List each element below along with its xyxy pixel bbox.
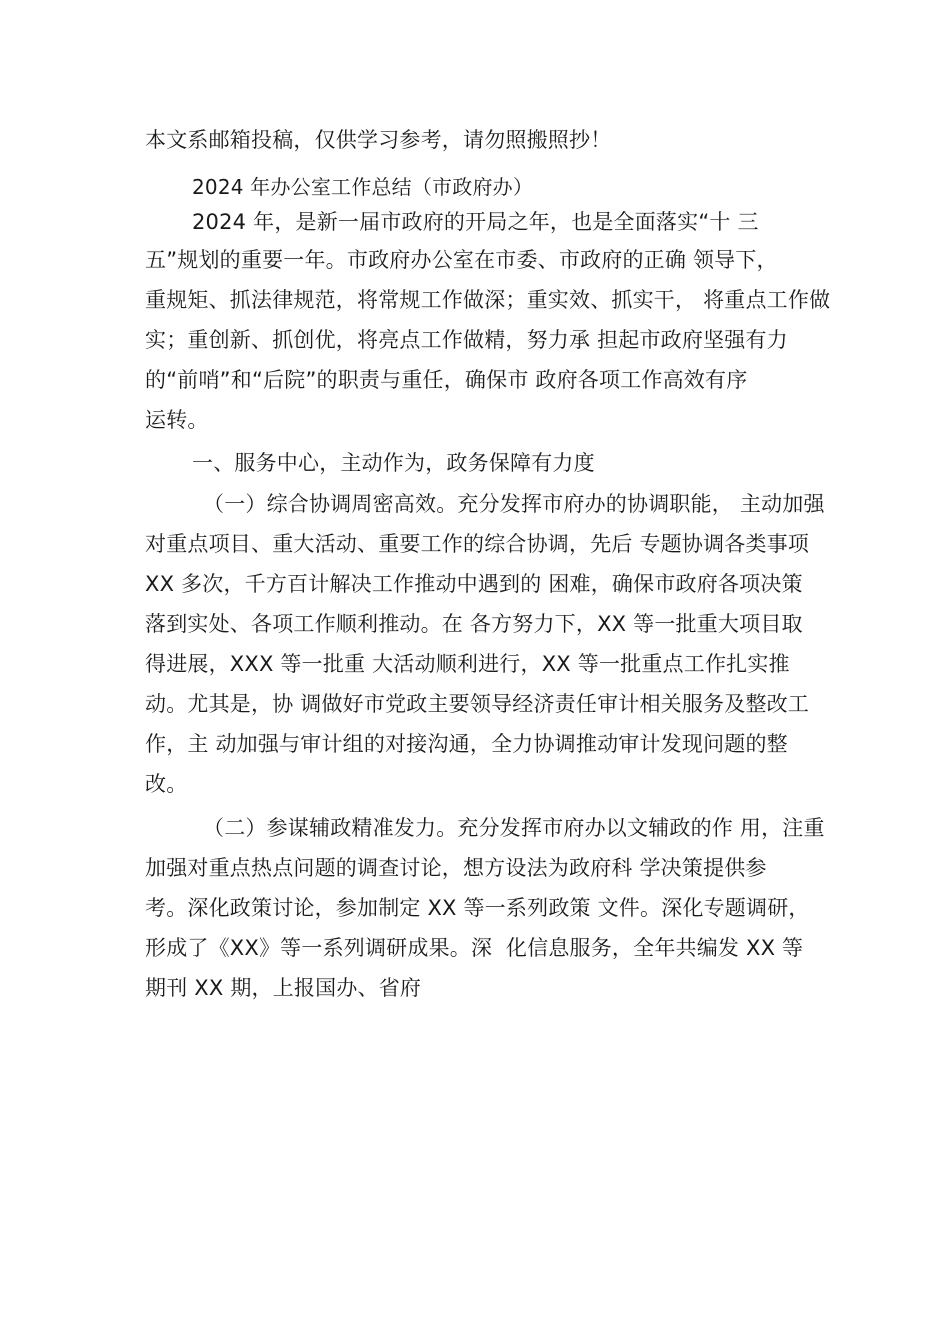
paragraph-line: 得进展，XXX 等一批重 大活动顺利进行，XX 等一批重点工作扎实推	[145, 652, 790, 676]
paragraph-line: 考。深化政策讨论，参加制定 XX 等一系列政策 文件。深化专题调研，	[145, 896, 810, 920]
intro-line: 的“前哨”和“后院”的职责与重任，确保市 政府各项工作高效有序	[145, 368, 748, 392]
intro-line: 实；重创新、抓创优，将亮点工作做精，努力承 担起市政府坚强有力	[145, 328, 788, 352]
paragraph-line: （一）综合协调周密高效。充分发挥市府办的协调职能， 主动加强	[203, 492, 825, 516]
document-title: 2024 年办公室工作总结（市政府办）	[192, 175, 534, 199]
paragraph-line: 对重点项目、重大活动、重要工作的综合协调，先后 专题协调各类事项	[145, 532, 810, 556]
paragraph-line: （二）参谋辅政精准发力。充分发挥市府办以文辅政的作 用，注重	[203, 816, 825, 840]
source-notice: 本文系邮箱投稿，仅供学习参考，请勿照搬照抄！	[145, 128, 612, 152]
paragraph-line: 加强对重点热点问题的调查讨论，想方设法为政府科 学决策提供参	[145, 856, 767, 880]
intro-line: 五”规划的重要一年。市政府办公室在市委、市政府的正确 领导下，	[145, 248, 778, 272]
intro-line: 2024 年，是新一届市政府的开局之年，也是全面落实“十 三	[192, 210, 759, 234]
paragraph-line: 动。尤其是，协 调做好市党政主要领导经济责任审计相关服务及整改工	[145, 692, 810, 716]
paragraph-line: 形成了《XX》等一系列调研成果。深 化信息服务，全年共编发 XX 等	[145, 936, 804, 960]
section-heading: 一、服务中心，主动作为，政务保障有力度	[192, 451, 595, 475]
intro-line: 重规矩、抓法律规范，将常规工作做深；重实效、抓实干， 将重点工作做	[145, 288, 831, 312]
paragraph-line: 改。	[145, 772, 188, 796]
intro-line: 运转。	[145, 408, 209, 432]
paragraph-line: XX 多次，千方百计解决工作推动中遇到的 困难，确保市政府各项决策	[145, 572, 803, 596]
paragraph-line: 作，主 动加强与审计组的对接沟通，全力协调推动审计发现问题的整	[145, 732, 788, 756]
paragraph-line: 期刊 XX 期，上报国办、省府	[145, 976, 422, 1000]
paragraph-line: 落到实处、各项工作顺利推动。在 各方努力下，XX 等一批重大项目取	[145, 612, 803, 636]
